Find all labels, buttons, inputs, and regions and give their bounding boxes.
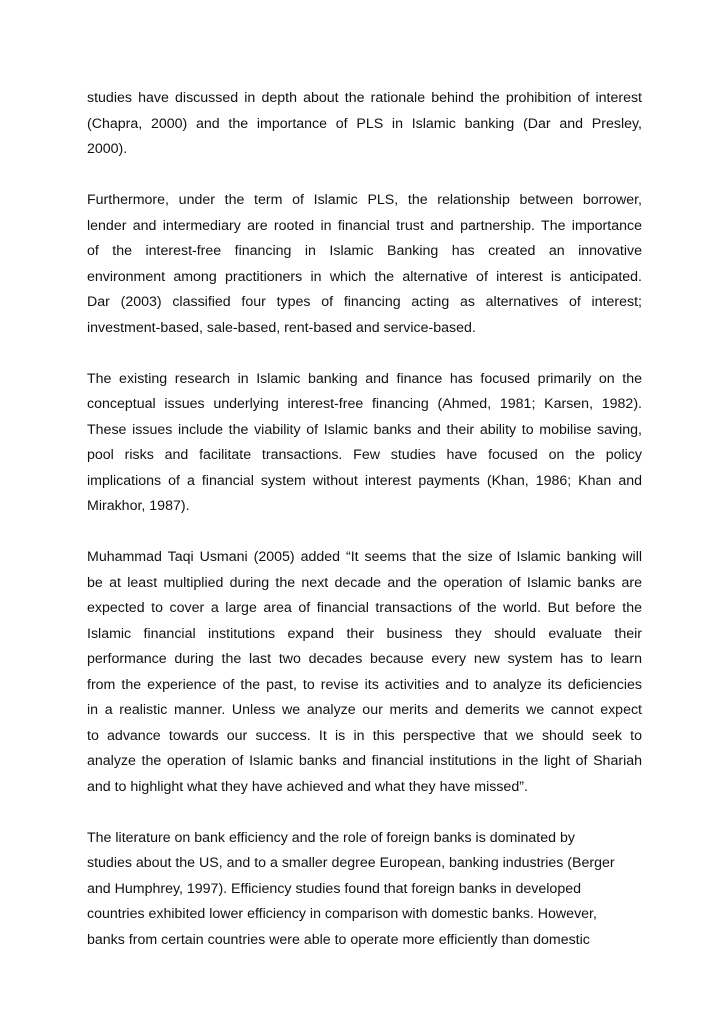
text-line: of the interest-free financing in Islamic Banking has created an innovative (87, 243, 642, 259)
paragraph-2 (87, 188, 642, 341)
text-line: Islamic financial institutions expand their business they should evaluate their (87, 625, 642, 642)
paragraph-3 (87, 367, 642, 520)
text-line: studies have discussed in depth about the rationale behind the prohibition of interest (87, 90, 642, 106)
text-line: banks from certain countries were able to operate more efficiently than domestic (87, 931, 590, 948)
text-line: The existing research in Islamic banking and finance has focused primarily on the (87, 370, 642, 387)
text-line: studies about the US, and to a smaller degree European, banking industries (Berger (87, 855, 615, 871)
text-line: Muhammad Taqi Usmani (2005) added “It seems that the size of Islamic banking will (87, 549, 642, 565)
text-line: from the experience of the past, to revise its activities and to analyze its deficiencies (87, 676, 642, 693)
paragraph-5 (87, 826, 642, 954)
text-line: These issues include the viability of Islamic banks and their ability to mobilise saving, (87, 421, 642, 438)
text-line: and to highlight what they have achieved and what they have missed”. (87, 778, 528, 795)
text-line: Furthermore, under the term of Islamic PLS, the relationship between borrower, (87, 192, 642, 208)
text-line: performance during the last two decades because every new system has to learn (87, 651, 642, 667)
text-line: Dar (2003) classified four types of financing acting as alternatives of interest; (87, 294, 642, 310)
paragraph-4 (87, 545, 642, 800)
document-page (87, 86, 642, 979)
text-line: lender and intermediary are rooted in financial trust and partnership. The importance (87, 217, 642, 234)
text-line: countries exhibited lower efficiency in comparison with domestic banks. However, (87, 906, 597, 922)
text-line: Mirakhor, 1987). (87, 498, 190, 514)
text-line: 2000). (87, 141, 128, 157)
text-line: in a realistic manner. Unless we analyze our merits and demerits we cannot expect (87, 702, 642, 718)
text-line: to advance towards our success. It is in this perspective that we should seek to (87, 727, 642, 744)
text-line: The literature on bank efficiency and the role of foreign banks is dominated by (87, 829, 575, 846)
text-line: and Humphrey, 1997). Efficiency studies found that foreign banks in developed (87, 880, 581, 897)
text-line: (Chapra, 2000) and the importance of PLS in Islamic banking (Dar and Presley, (87, 115, 642, 132)
text-line: environment among practitioners in which the alternative of interest is anticipated. (87, 268, 642, 285)
paragraph-1 (87, 86, 642, 163)
text-line: expected to cover a large area of financial transactions of the world. But before the (87, 600, 642, 616)
text-line: be at least multiplied during the next decade and the operation of Islamic banks are (87, 574, 642, 591)
text-line: analyze the operation of Islamic banks and financial institutions in the light of Shariah (87, 753, 642, 769)
text-line: conceptual issues underlying interest-free financing (Ahmed, 1981; Karsen, 1982). (87, 396, 642, 412)
text-line: pool risks and facilitate transactions. Few studies have focused on the policy (87, 447, 642, 463)
text-line: investment-based, sale-based, rent-based and service-based. (87, 319, 476, 336)
text-line: implications of a financial system without interest payments (Khan, 1986; Khan and (87, 472, 642, 489)
